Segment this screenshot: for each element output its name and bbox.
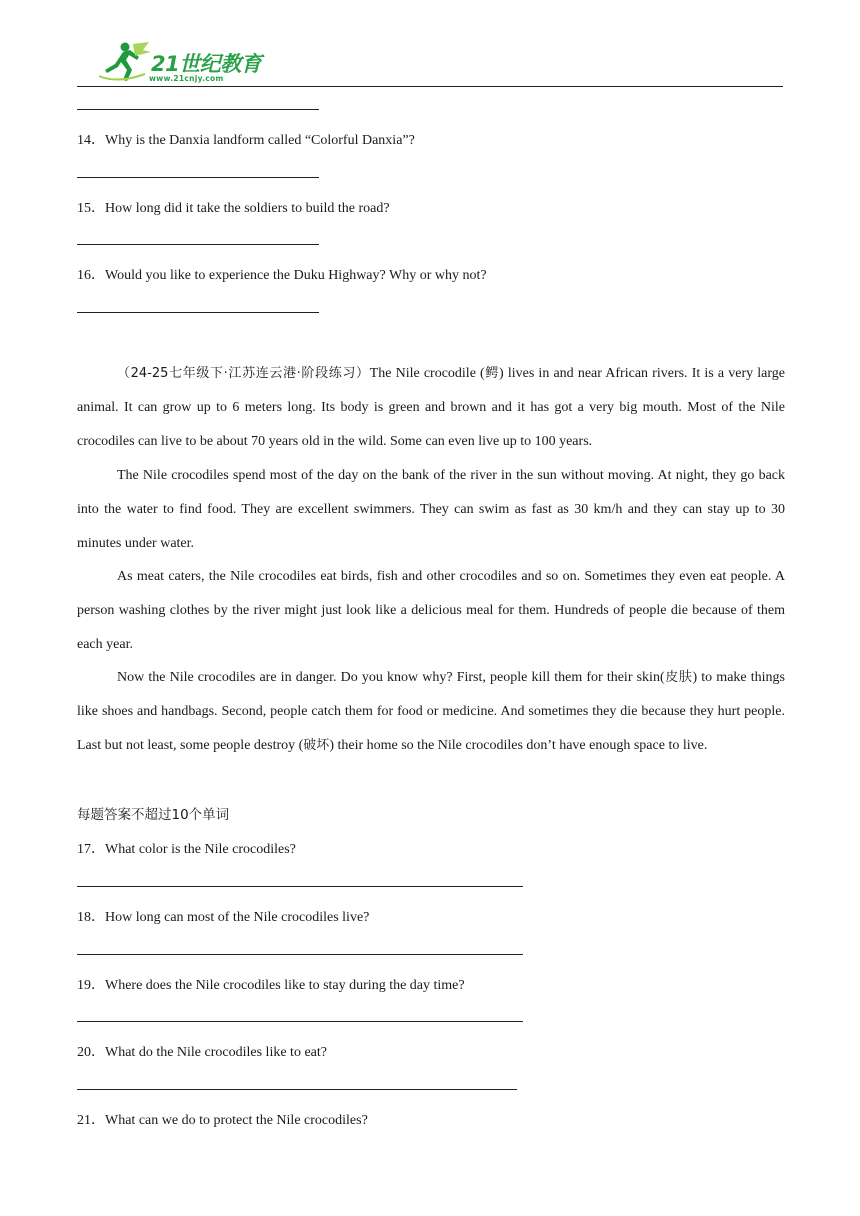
passage-text: Now the Nile crocodiles are in danger. Do you know why? First, people kill them for their skin( [117,670,665,685]
question-20 [77,1041,327,1061]
question-14 [77,129,415,149]
passage-text: ) to make things like shoes and handbags. Second, people catch them for food or medicine. And sometimes they die because they hurt people. Last but not least, some people destroy ( [77,670,785,753]
answer-line[interactable] [77,312,319,313]
answer-line[interactable] [77,954,523,955]
runner-logo-icon [97,40,153,84]
passage-paragraph-4 [77,661,785,762]
logo-text: 21世纪教育 [151,52,262,76]
answer-line[interactable] [77,1021,523,1022]
question-16 [77,264,487,284]
passage-paragraph-3: As meat caters, the Nile crocodiles eat birds, fish and other crocodiles and so on. Sometimes they even eat people. A person washing clothes by the river might just look like a delicious meal for them. Hundreds of people die because of them each year. [77,569,785,652]
passage-text: ) lives in and near African rivers. It is a very large animal. It can grow up to 6 meters long. Its body is green and brown and it has got a very big mouth. Most of the Nile crocodiles can live to be about 70 years old in the wild. Some can even live up to 100 years. [77,366,785,449]
question-18 [77,906,369,926]
question-number: 16． [77,268,105,283]
question-text: Why is the Danxia landform called “Colorful Danxia”? [105,133,415,148]
question-text: Where does the Nile crocodiles like to stay during the day time? [105,978,465,993]
question-number: 19． [77,978,105,993]
page-header [77,38,783,87]
passage-gloss: 鳄 [484,366,500,381]
question-number: 14． [77,133,105,148]
passage-gloss: 破坏 [303,737,330,753]
question-text: What do the Nile crocodiles like to eat? [105,1045,327,1060]
passage-paragraph-2: The Nile crocodiles spend most of the day on the bank of the river in the sun without moving. At night, they go back into the water to find food. They are excellent swimmers. They can swim as fast as 30 km/h and they can stay up to 30 minutes under water. [77,468,785,551]
answer-line[interactable] [77,244,319,245]
passage-source: （24-25七年级下·江苏连云港·阶段练习） [117,366,370,381]
question-15 [77,197,390,217]
passage-gloss: 皮肤 [664,670,693,685]
question-text: What color is the Nile crocodiles? [105,842,296,857]
answer-line[interactable] [77,1089,517,1090]
question-17 [77,838,296,858]
question-number: 15． [77,201,105,216]
question-number: 17． [77,842,105,857]
answer-line[interactable] [77,109,319,110]
question-number: 18． [77,910,105,925]
question-19 [77,974,465,994]
logo [97,40,267,84]
logo-url: www.21cnjy.com [149,74,224,83]
question-text: Would you like to experience the Duku Highway? Why or why not? [105,268,487,283]
question-text: What can we do to protect the Nile crocodiles? [105,1113,368,1128]
question-number: 21． [77,1113,105,1128]
question-number: 20． [77,1045,105,1060]
passage-paragraph-1 [77,357,785,458]
passage-text: ) their home so the Nile crocodiles don’t have enough space to live. [329,737,708,753]
passage-text: The Nile crocodile ( [369,366,485,381]
answer-line[interactable] [77,886,523,887]
answer-line[interactable] [77,177,319,178]
question-text: How long can most of the Nile crocodiles live? [105,910,370,925]
question-21 [77,1109,368,1129]
instruction: 每题答案不超过10个单词 [77,807,230,823]
question-text: How long did it take the soldiers to build the road? [105,201,390,216]
